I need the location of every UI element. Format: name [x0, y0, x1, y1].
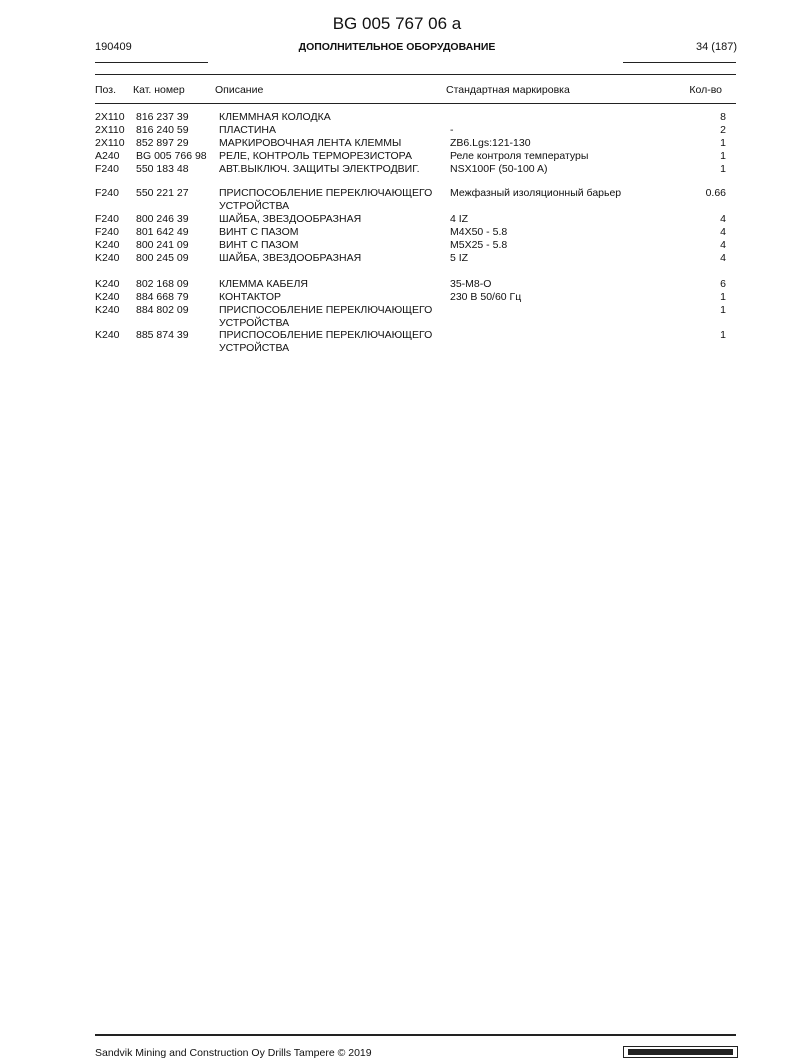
sandvik-logo	[623, 1046, 738, 1058]
footer-copyright: Sandvik Mining and Construction Oy Drills Tampere © 2019	[95, 1047, 372, 1059]
cell-pos: K240	[95, 252, 120, 264]
cell-cat: 550 183 48	[136, 163, 189, 175]
header-bottom-rule	[95, 103, 736, 104]
cell-desc: ПРИСПОСОБЛЕНИЕ ПЕРЕКЛЮЧАЮЩЕГО	[219, 304, 433, 316]
cell-pos: 2X110	[95, 124, 125, 136]
cell-desc: КЛЕММНАЯ КОЛОДКА	[219, 111, 331, 123]
cell-cat: 884 668 79	[136, 291, 189, 303]
cell-desc: КЛЕММА КАБЕЛЯ	[219, 278, 308, 290]
cell-qty: 0.66	[705, 187, 726, 199]
cell-pos: F240	[95, 163, 119, 175]
cell-pos: K240	[95, 291, 120, 303]
cell-qty: 4	[720, 213, 726, 225]
cell-qty: 6	[720, 278, 726, 290]
cell-cat: 800 241 09	[136, 239, 189, 251]
cell-desc: АВТ.ВЫКЛЮЧ. ЗАЩИТЫ ЭЛЕКТРОДВИГ.	[219, 163, 420, 175]
col-header-std: Стандартная маркировка	[446, 84, 570, 96]
cell-std: ZB6.Lgs:121-130	[450, 137, 531, 149]
cell-pos: K240	[95, 239, 120, 251]
cell-cat: 800 246 39	[136, 213, 189, 225]
footer-rule	[95, 1034, 736, 1036]
col-header-cat: Кат. номер	[133, 84, 185, 96]
cell-desc: УСТРОЙСТВА	[219, 200, 290, 212]
cell-qty: 1	[720, 329, 726, 341]
cell-desc: ШАЙБА, ЗВЕЗДООБРАЗНАЯ	[219, 213, 362, 225]
document-id: BG 005 767 06 a	[332, 14, 462, 33]
cell-cat: 800 245 09	[136, 252, 189, 264]
cell-qty: 4	[720, 239, 726, 251]
header-rule-right	[623, 62, 736, 63]
cell-cat: 885 874 39	[136, 329, 189, 341]
cell-std: 35-M8-O	[450, 278, 492, 290]
cell-pos: F240	[95, 187, 119, 199]
cell-qty: 4	[720, 252, 726, 264]
cell-desc: ВИНТ С ПАЗОМ	[219, 226, 299, 238]
col-header-qty: Кол-во	[689, 84, 722, 96]
cell-pos: F240	[95, 213, 119, 225]
cell-pos: F240	[95, 226, 119, 238]
cell-qty: 1	[720, 304, 726, 316]
cell-pos: K240	[95, 278, 120, 290]
cell-cat: 852 897 29	[136, 137, 189, 149]
cell-desc: УСТРОЙСТВА	[219, 317, 290, 329]
date-code: 190409	[95, 41, 132, 53]
cell-std: 4 IZ	[450, 213, 469, 225]
header-rule-left	[95, 62, 208, 63]
cell-std: -	[450, 124, 454, 136]
cell-desc: МАРКИРОВОЧНАЯ ЛЕНТА КЛЕММЫ	[219, 137, 402, 149]
section-title: ДОПОЛНИТЕЛЬНОЕ ОБОРУДОВАНИЕ	[298, 41, 496, 53]
cell-cat: 801 642 49	[136, 226, 189, 238]
cell-std: M4X50 - 5.8	[450, 226, 508, 238]
cell-desc: КОНТАКТОР	[219, 291, 282, 303]
cell-pos: 2X110	[95, 111, 125, 123]
page-number: 34 (187)	[696, 41, 737, 53]
cell-std: NSX100F (50-100 A)	[450, 163, 548, 175]
cell-desc: ПРИСПОСОБЛЕНИЕ ПЕРЕКЛЮЧАЮЩЕГО	[219, 329, 433, 341]
cell-qty: 1	[720, 137, 726, 149]
cell-pos: K240	[95, 304, 120, 316]
cell-pos: 2X110	[95, 137, 125, 149]
cell-std: 5 IZ	[450, 252, 469, 264]
cell-desc: ПЛАСТИНА	[219, 124, 276, 136]
cell-qty: 1	[720, 291, 726, 303]
cell-pos: K240	[95, 329, 120, 341]
cell-cat: 816 240 59	[136, 124, 189, 136]
cell-qty: 1	[720, 163, 726, 175]
cell-desc: ШАЙБА, ЗВЕЗДООБРАЗНАЯ	[219, 252, 362, 264]
cell-cat: 550 221 27	[136, 187, 189, 199]
col-header-desc: Описание	[215, 84, 264, 96]
cell-qty: 4	[720, 226, 726, 238]
cell-cat: 816 237 39	[136, 111, 189, 123]
cell-desc: РЕЛЕ, КОНТРОЛЬ ТЕРМОРЕЗИСТОРА	[219, 150, 412, 162]
cell-pos: A240	[95, 150, 120, 162]
table-top-rule	[95, 74, 736, 75]
cell-qty: 1	[720, 150, 726, 162]
cell-desc: ВИНТ С ПАЗОМ	[219, 239, 299, 251]
cell-desc: УСТРОЙСТВА	[219, 342, 290, 354]
cell-cat: 802 168 09	[136, 278, 189, 290]
col-header-pos: Поз.	[95, 84, 116, 96]
cell-std: Межфазный изоляционный барьер	[450, 187, 622, 199]
cell-std: M5X25 - 5.8	[450, 239, 508, 251]
cell-qty: 2	[720, 124, 726, 136]
cell-std: Реле контроля температуры	[450, 150, 589, 162]
cell-qty: 8	[720, 111, 726, 123]
cell-std: 230 В 50/60 Гц	[450, 291, 522, 303]
cell-cat: 884 802 09	[136, 304, 189, 316]
cell-desc: ПРИСПОСОБЛЕНИЕ ПЕРЕКЛЮЧАЮЩЕГО	[219, 187, 433, 199]
cell-cat: BG 005 766 98	[136, 150, 207, 162]
